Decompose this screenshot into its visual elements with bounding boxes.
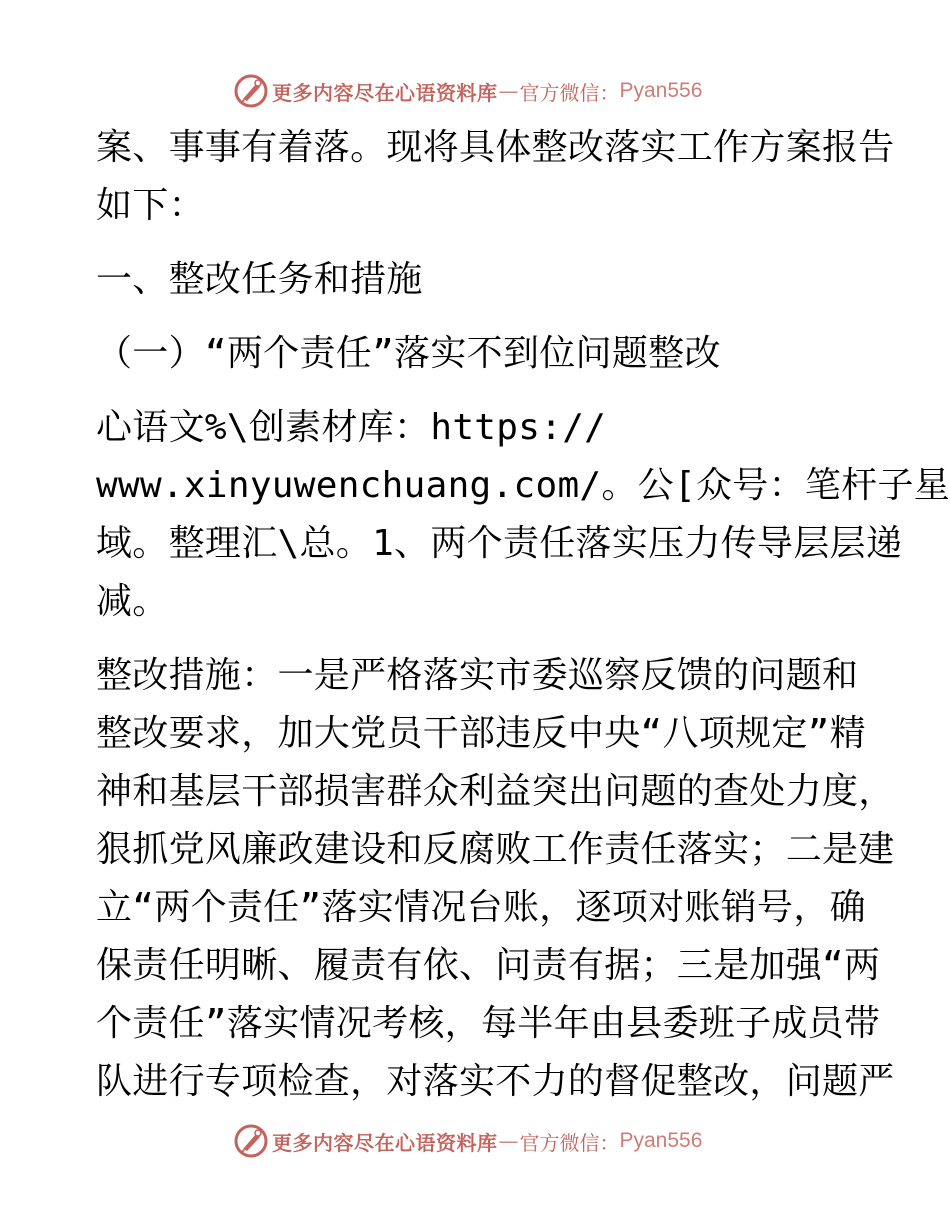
banner-wechat-id: Pyan556: [619, 1129, 703, 1152]
banner-slogan: 更多内容尽在心语资料库: [272, 1130, 498, 1155]
body-line: 整改要求，加大党员干部违反中央“八项规定”精: [96, 713, 866, 754]
body-line: www.xinyuwenchuang.com/。公[众号：笔杆子星: [96, 465, 950, 506]
subsection-heading: （一）“两个责任”落实不到位问题整改: [96, 333, 721, 374]
section-heading: 一、整改任务和措施: [96, 259, 423, 300]
body-line: 案、事事有着落。现将具体整改落实工作方案报告: [96, 127, 895, 168]
body-line: 队进行专项检查，对落实不力的督促整改，问题严: [96, 1061, 895, 1102]
pen-logo-icon: [234, 1124, 268, 1158]
banner-dash: —: [498, 1129, 519, 1153]
body-line: 神和基层干部损害群众利益突出问题的查处力度，: [96, 771, 895, 812]
banner-slogan: 更多内容尽在心语资料库: [272, 80, 498, 105]
pen-logo-icon: [234, 74, 268, 108]
body-line: 立“两个责任”落实情况台账，逐项对账销号，确: [96, 887, 866, 928]
body-line: 域。整理汇\总。1、两个责任落实压力传导层层递: [96, 523, 903, 564]
body-line: 狠抓党风廉政建设和反腐败工作责任落实；二是建: [96, 829, 895, 870]
body-line: 保责任明晰、履责有依、问责有据；三是加强“两: [96, 945, 881, 986]
banner-wechat-id: Pyan556: [619, 79, 703, 102]
banner-wechat-label: 官方微信：: [519, 80, 620, 105]
body-line: 心语文%\创素材库：https://: [96, 407, 607, 448]
body-line: 减。: [96, 581, 169, 622]
body-line: 整改措施：一是严格落实市委巡察反馈的问题和: [96, 655, 859, 696]
banner-wechat-label: 官方微信：: [519, 1130, 620, 1155]
banner-dash: —: [498, 79, 519, 103]
header-banner: [0, 71, 950, 111]
footer-banner: [0, 1121, 950, 1161]
body-line: 个责任”落实情况考核，每半年由县委班子成员带: [96, 1003, 881, 1044]
body-line: 如下：: [96, 185, 205, 226]
